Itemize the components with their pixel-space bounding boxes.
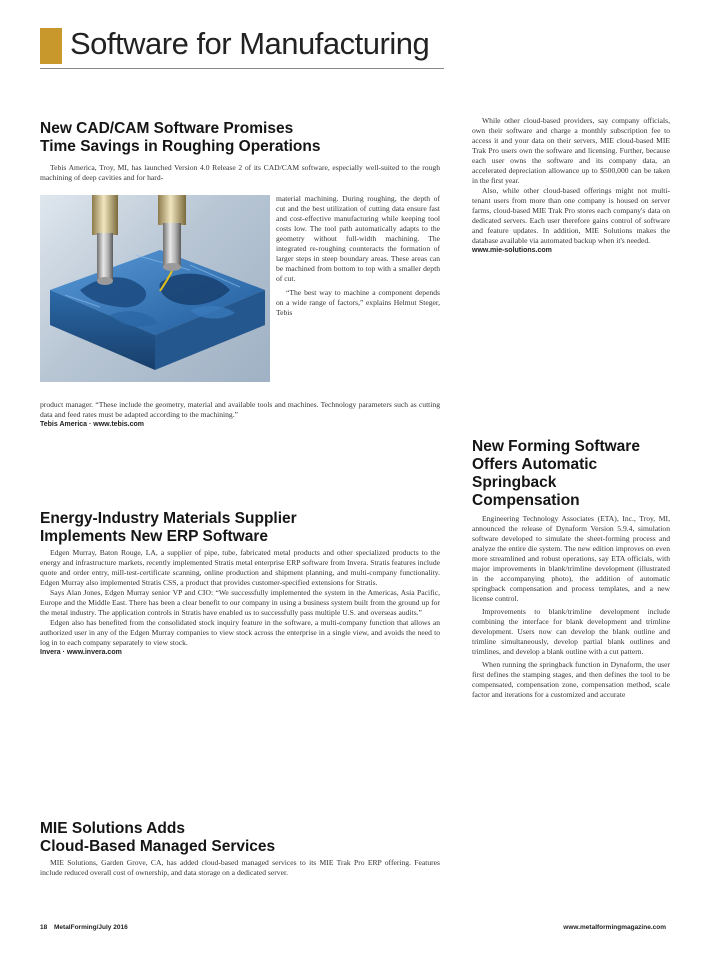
article2-source[interactable]: Invera · www.invera.com (40, 649, 122, 656)
article2-body (40, 548, 440, 658)
article4-headline-line3: Springback (472, 474, 557, 491)
article2-paragraph-3: Edgen also has benefited from the consolidated stock inquiry feature in the software, a multi-company function that allows an authorized user in any of the Edgen Murray companies to view stock across the enterprise in a single view, and avoids the need to log in to each company separately to view stock. (40, 618, 440, 647)
article3-headline-line2: Cloud-Based Managed Services (40, 838, 276, 855)
magazine-url[interactable]: www.metalformingmagazine.com (563, 924, 666, 931)
section-header (40, 28, 444, 69)
article1-tail (40, 400, 440, 430)
article4-headline-line2: Offers Automatic (472, 456, 598, 473)
article4-body (472, 514, 670, 700)
article1-headline-line1: New CAD/CAM Software Promises (40, 120, 294, 137)
article1-headline (40, 120, 440, 156)
article3-continuation (472, 116, 670, 256)
article3-paragraph-1: MIE Solutions, Garden Grove, CA, has added cloud-based managed services to its MIE Trak Pro ERP offering. Features include reduced overall cost of ownership, and data storage on a dedicated server. (40, 858, 440, 877)
article4-paragraph-1: Engineering Technology Associates (ETA), Inc., Troy, MI, announced the release of Dynaform Version 5.9.4, simulation software developed to simulate the sheet-forming process and analyze the entire die system. The new edition improves on even more streamlined and robust operations, say ETA officials, with major improvements in blank/trimline development (illustrated in the accompanying photo), the addition of automatic springback compensation and process templates, and a new license control. (472, 514, 670, 603)
article1-source[interactable]: Tebis America · www.tebis.com (40, 421, 144, 428)
section-title: Software for Manufacturing (70, 26, 430, 61)
article3-paragraph-3: Also, while other cloud-based offerings might not multi-tenant users from more than one company is housed on server farms, cloud-based MIE Trak Pro stores each company's data on dedicated servers. Each user therefore gains control of software and feature updates. In addition, MIE Solutions makes the database available via automated backup when it's needed. (472, 186, 670, 245)
article1-paragraph-3: “The best way to machine a component depends on a wide range of factors,” explains Helmut Steger, Tebis (276, 288, 440, 317)
article1-wrap-text (276, 194, 440, 318)
article3-headline (40, 820, 440, 856)
article3-source[interactable]: www.mie-solutions.com (472, 247, 552, 254)
magazine-issue: MetalForming/July 2016 (54, 924, 128, 931)
article4-headline-line1: New Forming Software (472, 438, 640, 455)
page-footer (40, 924, 666, 936)
article1-paragraph-2: material machining. During roughing, the depth of cut and the best utilization of cutting data ensure fast and cost-effective manufacturing while keeping tool costs low. The tool path automatically adapts to the geometry without full-width machining. The integrated re-roughing counteracts the formation of larger steps in steep boundary areas. These areas can be machined from bottom to top with a smaller depth of cut. (276, 194, 440, 283)
article4-headline-line4: Compensation (472, 492, 580, 509)
machined-part-image (40, 195, 270, 382)
article4-paragraph-2: Improvements to blank/trimline development include combining the interface for blank development and trimline development. Users now can develop the blank outline and trimline simultaneously, develop partial blank outlines and trimlines, and develop a blank outline with a cut pattern. (472, 607, 670, 656)
article4-headline (472, 438, 670, 510)
cad-cam-roughing-illustration (40, 195, 270, 382)
article2-headline (40, 510, 440, 546)
article2-paragraph-1: Edgen Murray, Baton Rouge, LA, a supplier of pipe, tube, fabricated metal products and other specialized products to the energy and infrastructure markets, recently implemented Stratis metal enterprise ERP software from Invera. Stratis features include quote and order entry, mill-test-certificate scanning, online production and shipment planning, and multi-company functionality. Edgen Murray also implemented Stratis CSS, a product that provides customer-specified extensions for Stratis. (40, 548, 440, 587)
page-number: 18 (40, 924, 48, 931)
article3-paragraph-2: While other cloud-based providers, say company officials, own their software and charge a monthly subscription fee to access it and your data on their servers, MIE cloud-based MIE Trak Pro users own the software and licensing. Further, because each user owns the software and its company data, an accelerated depreciation allowance up to $500,000 can be taken in the first year. (472, 116, 670, 185)
article2-headline-line1: Energy-Industry Materials Supplier (40, 510, 297, 527)
accent-bar (40, 28, 62, 64)
article2-headline-line2: Implements New ERP Software (40, 528, 268, 545)
article4-paragraph-3: When running the springback function in Dynaform, the user first defines the stamping stages, and then defines the tool to be compensated, compensation zone, compensation method, scale factor and iterations for a customized and accurate (472, 660, 670, 699)
article2-paragraph-2: Says Alan Jones, Edgen Murray senior VP and CIO: “We successfully implemented the system in the Americas, Asia Pacific, Europe and the Middle East. There has been a clear benefit to our company in using a business system built from the ground up for the metal industry. The application controls in Stratis have enabled us to successfully pass multiple U.S. and overseas audits.” (40, 588, 440, 617)
article3-headline-line1: MIE Solutions Adds (40, 820, 185, 837)
article1-headline-line2: Time Savings in Roughing Operations (40, 138, 321, 155)
article1-paragraph-4: product manager. “These include the geometry, material and available tools and machines. Technology parameters such as cutting data and feed rates must be adapted according to the machining.” (40, 400, 440, 419)
article3-body (40, 858, 440, 878)
article1-lead-paragraph: Tebis America, Troy, MI, has launched Version 4.0 Release 2 of its CAD/CAM software, especially well-suited to the rough machining of deep cavities and for hard- (40, 163, 440, 182)
